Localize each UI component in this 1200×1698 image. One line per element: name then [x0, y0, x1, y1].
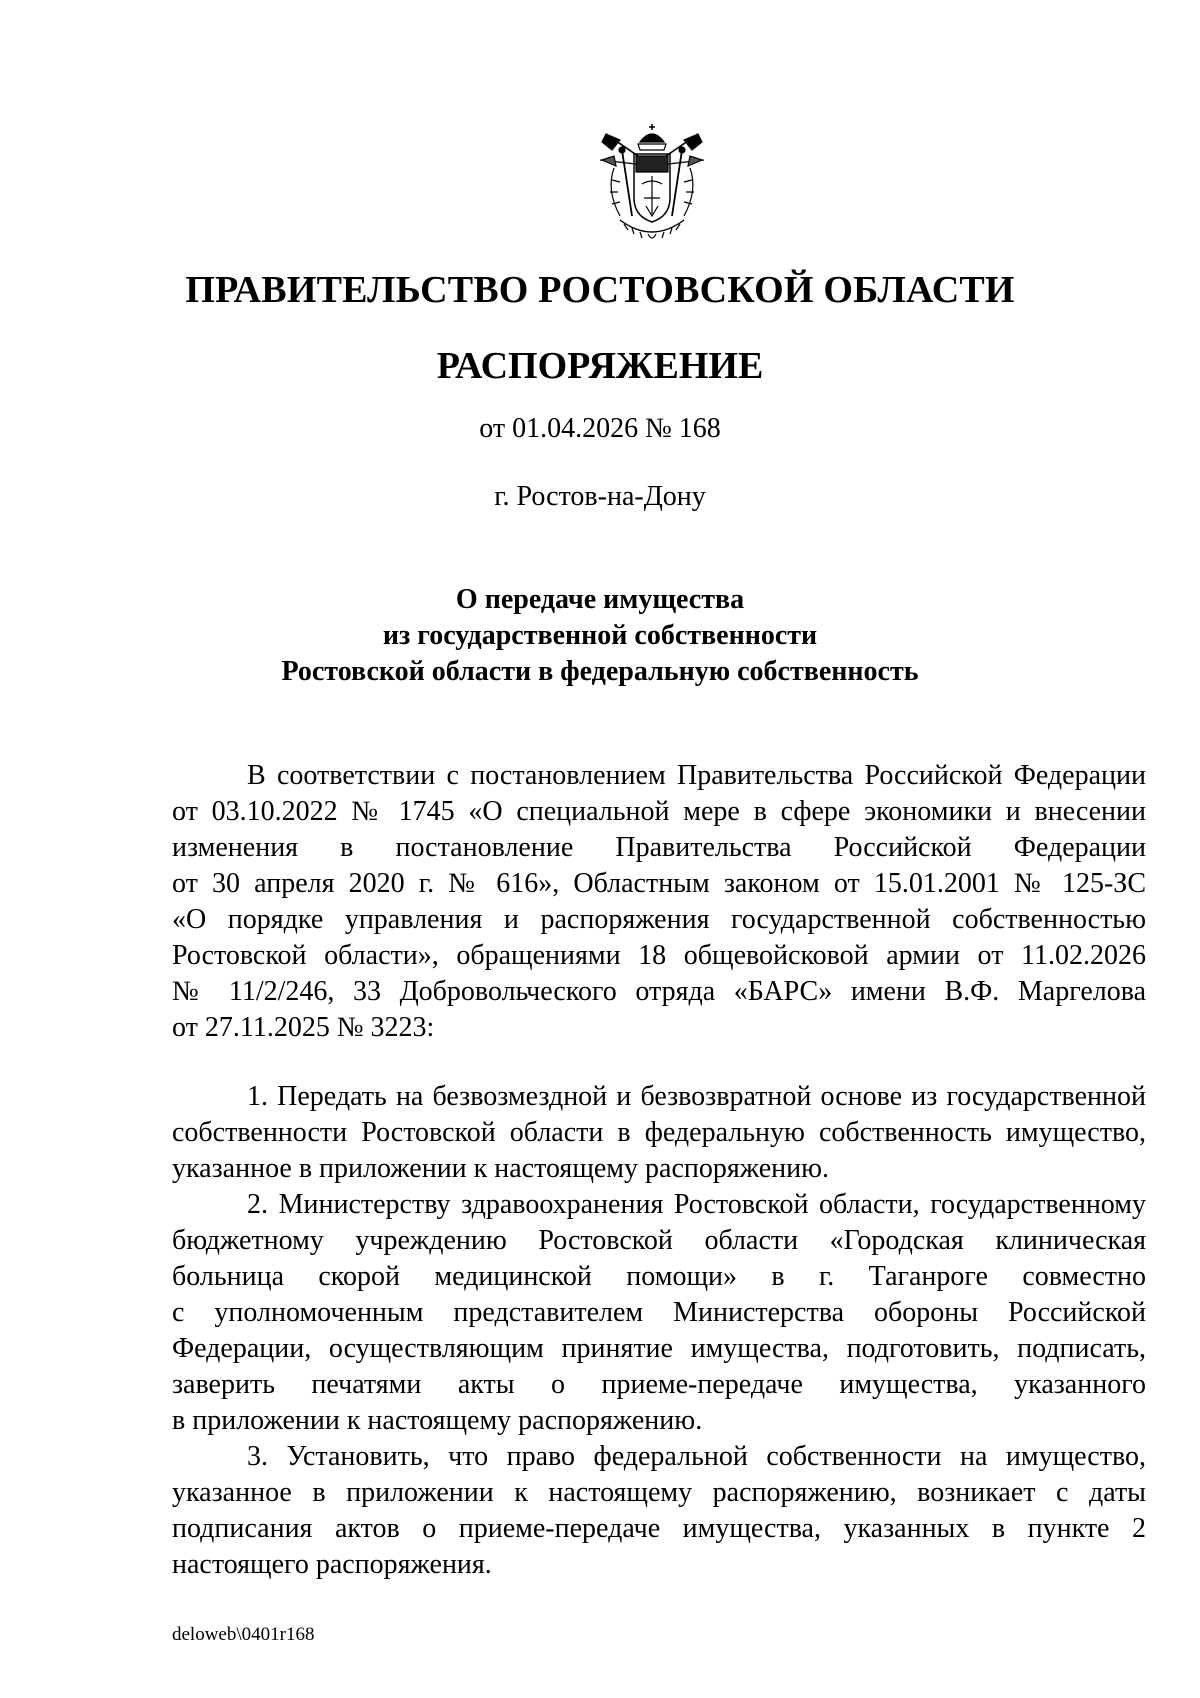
paragraph-line: от 27.11.2025 № 3223:	[172, 1012, 435, 1043]
paragraph-line: от 03.10.2022 № 1745 «О специальной мере в сфере экономики и внесении	[172, 796, 1146, 827]
paragraph-line: от 30 апреля 2020 г. № 616», Областным законом от 15.01.2001 № 125-ЗС	[172, 868, 1146, 899]
document-city: г. Ростов-на-Дону	[494, 481, 706, 512]
item-2-paragraph	[172, 1187, 1146, 1439]
document-subject	[0, 582, 1200, 690]
subject-line: Ростовской области в федеральную собственность	[281, 656, 919, 687]
paragraph-line: Ростовской области», обращениями 18 общевойсковой армии от 11.02.2026	[172, 940, 1146, 971]
subject-line: О передаче имущества	[455, 584, 745, 615]
paragraph-line: изменения в постановление Правительства Российской Федерации	[172, 832, 1146, 863]
paragraph-line: 3. Установить, что право федеральной собственности на имущество,	[247, 1441, 1146, 1472]
item-1-paragraph	[172, 1079, 1146, 1187]
government-name: ПРАВИТЕЛЬСТВО РОСТОВСКОЙ ОБЛАСТИ	[185, 269, 1015, 311]
item-3-paragraph	[172, 1439, 1146, 1583]
paragraph-line: бюджетному учреждению Ростовской области «Городская клиническая	[172, 1225, 1146, 1256]
paragraph-line: настоящего распоряжения.	[172, 1549, 492, 1580]
paragraph-line: Федерации, осуществляющим принятие имущества, подготовить, подписать,	[172, 1333, 1146, 1364]
document-type: РАСПОРЯЖЕНИЕ	[436, 345, 764, 387]
paragraph-line: указанное в приложении к настоящему распоряжению.	[172, 1153, 830, 1184]
subject-line: из государственной собственности	[382, 620, 818, 651]
paragraph-line: 2. Министерству здравоохранения Ростовской области, государственному	[247, 1189, 1146, 1220]
paragraph-line: в приложении к настоящему распоряжению.	[172, 1405, 703, 1436]
paragraph-line: указанное в приложении к настоящему распоряжению, возникает с даты	[172, 1477, 1146, 1508]
paragraph-line: подписания актов о приеме-передаче имущества, указанных в пункте 2	[172, 1513, 1146, 1544]
preamble-paragraph	[172, 758, 1146, 1046]
paragraph-line: с уполномоченным представителем Министерства обороны Российской	[172, 1297, 1146, 1328]
paragraph-line: В соответствии с постановлением Правительства Российской Федерации	[247, 760, 1146, 791]
paragraph-line: собственности Ростовской области в федеральную собственность имущество,	[172, 1117, 1146, 1148]
paragraph-line: «О порядке управления и распоряжения государственной собственностью	[172, 904, 1146, 935]
paragraph-line: 1. Передать на безвозмездной и безвозвратной основе из государственной	[247, 1081, 1146, 1112]
footer-document-code: deloweb\0401r168	[172, 1624, 315, 1645]
paragraph-line: больница скорой медицинской помощи» в г. Таганроге совместно	[172, 1261, 1146, 1292]
document-date-number: от 01.04.2026 № 168	[479, 413, 721, 444]
coat-of-arms-icon	[598, 120, 706, 244]
paragraph-line: заверить печатями акты о приеме-передаче имущества, указанного	[172, 1369, 1146, 1400]
paragraph-line: № 11/2/246, 33 Добровольческого отряда «БАРС» имени В.Ф. Маргелова	[172, 976, 1146, 1007]
